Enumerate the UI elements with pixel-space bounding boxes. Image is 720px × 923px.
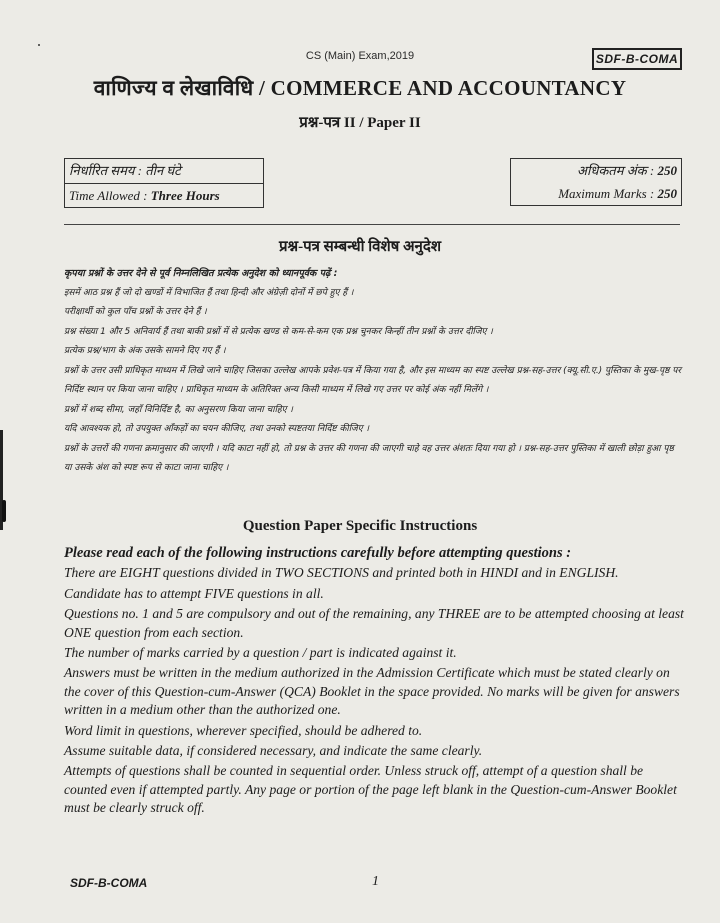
english-instruction-item: The number of marks carried by a question / part is indicated against it. [64, 645, 457, 661]
english-instruction-item: Assume suitable data, if considered necessary, and indicate the same clearly. [64, 743, 483, 759]
hindi-instruction-item: प्रश्न संख्या 1 और 5 अनिवार्य हैं तथा बाकी प्रश्नों में से प्रत्येक खण्ड से कम-से-कम एक प्रश्न चुनकर किन्हीं तीन प्रश्नों के उत्तर दीजिए । [64, 326, 493, 337]
hindi-instruction-item: प्रश्नों के उत्तर उसी प्राधिकृत माध्यम में लिखे जाने चाहिए जिसका उल्लेख आपके प्रवेश-पत्र में किया गया है, और इस माध्यम का स्पष्ट उल्लेख प्रश्न-सह-उत्तर (क्यू.सी.ए.) पुस्तिका के मुख-पृष्ठ पर निर्दिष्ट स्थान पर किया जाना चाहिए । प्राधिकृत माध्यम के अतिरिक्त अन्य किसी माध्यम में लिखे गए उत्तर पर कोई अंक नहीं मिलेंगे । [64, 365, 682, 395]
hindi-instruction-item: प्रश्नों के उत्तरों की गणना क्रमानुसार की जाएगी । यदि काटा नहीं हो, तो प्रश्न के उत्तर की गणना की जाएगी चाहे वह उत्तर अंशतः दिया गया हो । प्रश्न-सह-उत्तर पुस्तिका में खाली छोड़ा हुआ पृष्ठ या उसके अंश को स्पष्ट रूप से काटा जाना चाहिए । [64, 443, 674, 473]
hindi-instruction-item: प्रश्नों में शब्द सीमा, जहाँ विनिर्दिष्ट है, का अनुसरण किया जाना चाहिए । [64, 404, 293, 415]
english-instruction-item: Candidate has to attempt FIVE questions in all. [64, 585, 324, 601]
english-instruction-item: Attempts of questions shall be counted in sequential order. Unless struck off, attempt of a question shall be counted even if attempted partly. Any page or portion of the page left blank in the Question-cum-Answer Booklet must be clearly struck off. [64, 763, 677, 816]
hindi-instructions-heading: प्रश्न-पत्र सम्बन्धी विशेष अनुदेश [278, 239, 442, 255]
page-number: 1 [372, 874, 379, 889]
footer-paper-code: SDF-B-COMA [70, 876, 148, 890]
hindi-instruction-item: प्रत्येक प्रश्न/भाग के अंक उसके सामने दिए गए हैं । [64, 346, 226, 356]
exam-name: CS (Main) Exam,2019 [305, 50, 415, 62]
hindi-instructions [64, 264, 684, 479]
english-instruction-item: There are EIGHT questions divided in TWO SECTIONS and printed both in HINDI and in ENGLISH. [64, 565, 619, 581]
max-marks-box [510, 158, 682, 206]
hindi-instructions-lead: कृपया प्रश्नों के उत्तर देने से पूर्व निम्नलिखित प्रत्येक अनुदेश को ध्यानपूर्वक पढ़ें : [64, 268, 338, 279]
max-marks-hindi: अधिकतम अंक : 250 [577, 163, 677, 178]
english-instruction-item: Answers must be written in the medium authorized in the Admission Certificate which must be stated clearly on the cover of this Question-cum-Answer (QCA) Booklet in the space provided. No marks will be given for answers written in a medium other than the authorized one. [64, 665, 680, 718]
time-allowed-box [64, 158, 264, 208]
english-instruction-item: Word limit in questions, wherever specified, should be adhered to. [64, 722, 423, 738]
english-instructions-heading: Question Paper Specific Instructions [242, 518, 478, 534]
time-allowed-hindi: निर्धारित समय : तीन घंटे [69, 163, 181, 178]
paper-code-box: SDF-B-COMA [592, 48, 682, 70]
page-title: वाणिज्य व लेखाविधि / COMMERCE AND ACCOUNTANCY [93, 76, 627, 100]
paper-number: प्रश्न-पत्र II / Paper II [299, 115, 421, 131]
max-marks-english: Maximum Marks : 250 [558, 186, 677, 201]
english-instruction-item: Questions no. 1 and 5 are compulsory and out of the remaining, any THREE are to be attempted choosing at least ONE question from each section. [64, 606, 684, 640]
hindi-instruction-item: इसमें आठ प्रश्न हैं जो दो खण्डों में विभाजित हैं तथा हिन्दी और अंग्रेज़ी दोनों में छपे हुए हैं । [64, 287, 354, 298]
divider [64, 224, 680, 225]
time-allowed-english: Time Allowed : Three Hours [65, 183, 263, 208]
hindi-instruction-item: यदि आवश्यक हो, तो उपयुक्त आँकड़ों का चयन कीजिए, तथा उनको स्पष्टतया निर्दिष्ट कीजिए । [64, 424, 369, 434]
hindi-instruction-item: परीक्षार्थी को कुल पाँच प्रश्नों के उत्तर देने हैं । [64, 307, 207, 317]
scan-speck [38, 44, 40, 46]
english-instructions-lead: Please read each of the following instructions carefully before attempting questions : [64, 545, 572, 561]
english-instructions [64, 544, 686, 820]
